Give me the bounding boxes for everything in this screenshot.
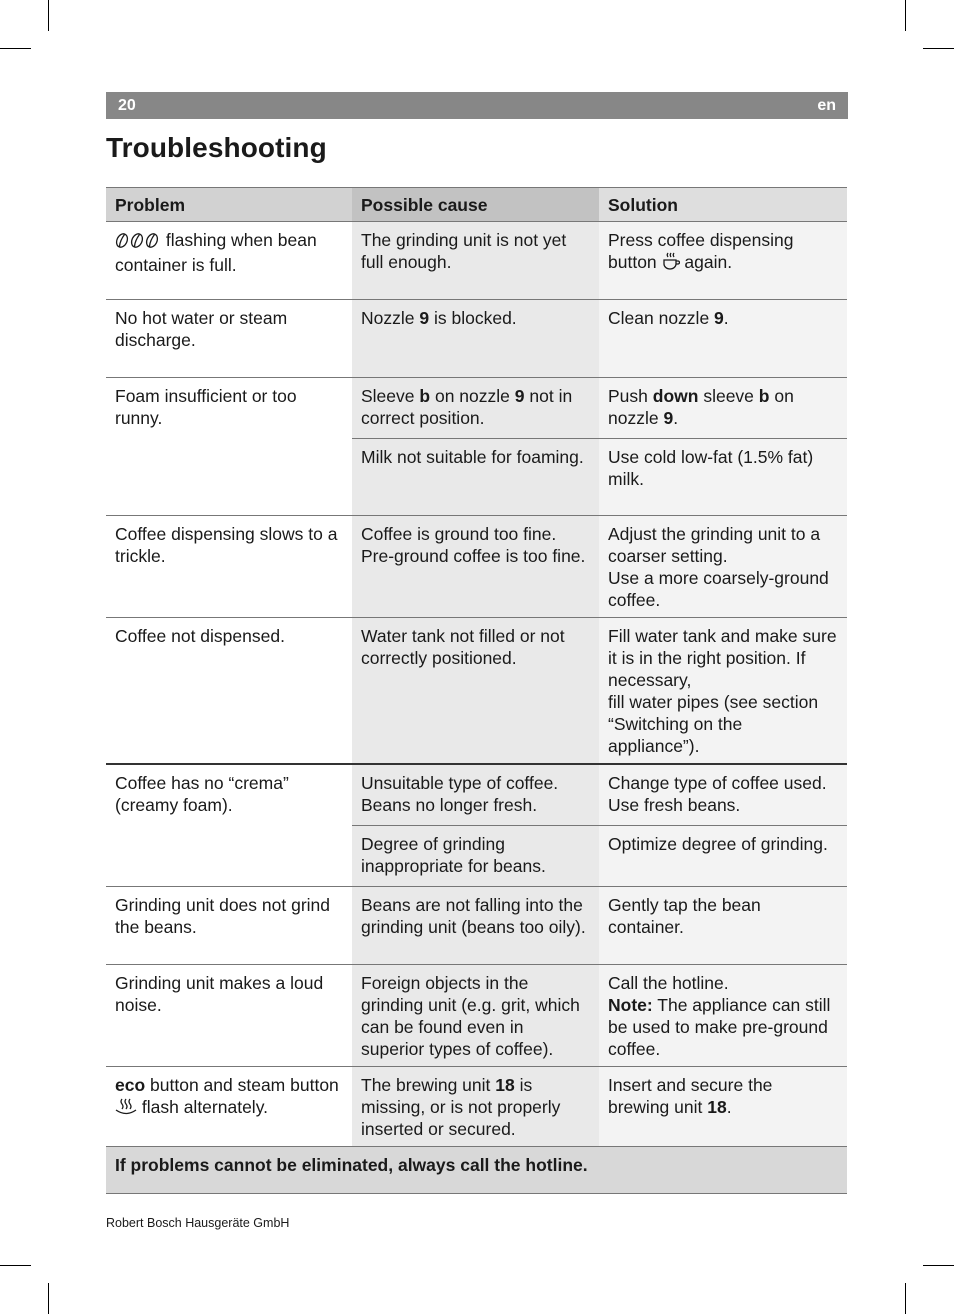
solution-cell: Optimize degree of grinding. xyxy=(599,825,847,886)
crop-mark xyxy=(923,48,954,49)
page-number: 20 xyxy=(118,96,136,114)
table-row xyxy=(106,300,847,378)
table-footer-row xyxy=(106,1146,847,1193)
table-row xyxy=(106,1066,847,1146)
crop-mark xyxy=(905,0,906,31)
table-row xyxy=(106,964,847,1066)
cause-cell: Beans are not falling into the grinding unit (beans too oily). xyxy=(352,886,599,964)
crop-mark xyxy=(0,48,31,49)
problem-cell: Foam insufficient or too runny. xyxy=(106,378,352,516)
cause-cell: Nozzle 9 is blocked. xyxy=(352,300,599,378)
solution-cell: Use cold low-fat (1.5% fat) milk. xyxy=(599,439,847,516)
table-row xyxy=(106,222,847,300)
problem-cell: No hot water or steam discharge. xyxy=(106,300,352,378)
table-header-row xyxy=(106,188,847,222)
solution-cell: Push down sleeve b on nozzle 9. xyxy=(599,378,847,439)
problem-cell: Grinding unit does not grind the beans. xyxy=(106,886,352,964)
coffee-cup-icon xyxy=(662,252,680,276)
crop-mark xyxy=(923,1265,954,1266)
hotline-note: If problems cannot be eliminated, always call the hotline. xyxy=(106,1146,847,1193)
crop-mark xyxy=(905,1283,906,1314)
coffee-beans-icon xyxy=(115,232,161,254)
solution-cell: Press coffee dispensing button again. xyxy=(599,222,847,300)
cause-cell: Foreign objects in the grinding unit (e.g. grit, which can be found even in superior types of coffee). xyxy=(352,964,599,1066)
cause-cell: Unsuitable type of coffee. Beans no longer fresh. xyxy=(352,764,599,825)
header-solution: Solution xyxy=(599,188,847,222)
header-problem: Problem xyxy=(106,188,352,222)
header-cause: Possible cause xyxy=(352,188,599,222)
solution-cell: Gently tap the bean container. xyxy=(599,886,847,964)
cause-cell: The grinding unit is not yet full enough. xyxy=(352,222,599,300)
table-row xyxy=(106,516,847,618)
problem-cell: eco button and steam button flash alternately. xyxy=(106,1066,352,1146)
crop-mark xyxy=(48,1283,49,1314)
language-code: en xyxy=(817,96,836,114)
table-row xyxy=(106,764,847,825)
table-row xyxy=(106,378,847,439)
cause-cell: The brewing unit 18 is missing, or is not properly inserted or secured. xyxy=(352,1066,599,1146)
crop-mark xyxy=(48,0,49,31)
cause-cell: Sleeve b on nozzle 9 not in correct position. xyxy=(352,378,599,439)
cause-cell: Water tank not filled or not correctly positioned. xyxy=(352,618,599,765)
steam-icon xyxy=(115,1098,137,1121)
solution-cell: Fill water tank and make sure it is in the right position. If necessary, fill water pipes (see section “Switching on the appliance”). xyxy=(599,618,847,765)
page-title: Troubleshooting xyxy=(106,132,327,163)
troubleshooting-table xyxy=(106,187,847,1194)
solution-cell: Insert and secure the brewing unit 18. xyxy=(599,1066,847,1146)
cause-cell: Degree of grinding inappropriate for beans. xyxy=(352,825,599,886)
problem-cell: Coffee dispensing slows to a trickle. xyxy=(106,516,352,618)
problem-cell: Coffee not dispensed. xyxy=(106,618,352,765)
table-row xyxy=(106,886,847,964)
crop-mark xyxy=(0,1265,31,1266)
publisher-footer: Robert Bosch Hausgeräte GmbH xyxy=(106,1216,290,1230)
problem-cell: flashing when bean container is full. xyxy=(106,222,352,300)
solution-cell: Call the hotline. Note: The appliance can still be used to make pre-ground coffee. xyxy=(599,964,847,1066)
table-row xyxy=(106,618,847,765)
solution-cell: Adjust the grinding unit to a coarser setting. Use a more coarsely-ground coffee. xyxy=(599,516,847,618)
solution-cell: Change type of coffee used. Use fresh beans. xyxy=(599,764,847,825)
problem-cell: Coffee has no “crema” (creamy foam). xyxy=(106,764,352,886)
problem-cell: Grinding unit makes a loud noise. xyxy=(106,964,352,1066)
cause-cell: Coffee is ground too fine. Pre-ground coffee is too fine. xyxy=(352,516,599,618)
page-header-bar xyxy=(106,92,848,119)
solution-cell: Clean nozzle 9. xyxy=(599,300,847,378)
cause-cell: Milk not suitable for foaming. xyxy=(352,439,599,516)
